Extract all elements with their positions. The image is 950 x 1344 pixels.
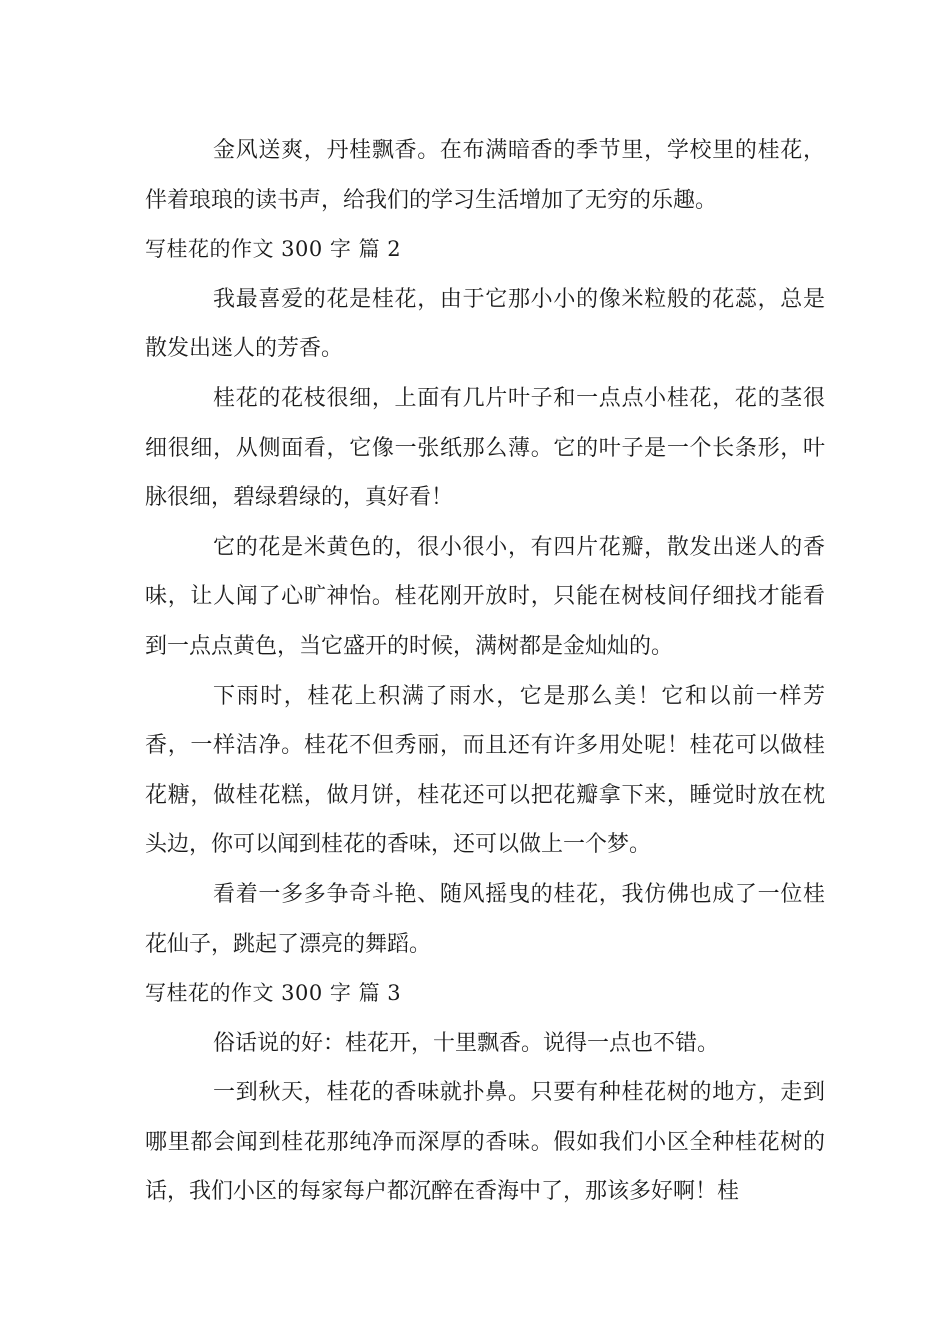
paragraph: 我最喜爱的花是桂花，由于它那小小的像米粒般的花蕊，总是散发出迷人的芳香。 — [145, 286, 825, 362]
paragraph: 俗话说的好：桂花开，十里飘香。说得一点也不错。 — [213, 1030, 720, 1056]
paragraph: 看着一多多争奇斗艳、随风摇曳的桂花，我仿佛也成了一位桂花仙子，跳起了漂亮的舞蹈。 — [145, 881, 825, 957]
paragraph: 下雨时，桂花上积满了雨水，它是那么美！它和以前一样芳香，一样洁净。桂花不但秀丽，而且还有许多用处呢！桂花可以做桂花糖，做桂花糕，做月饼，桂花还可以把花瓣拿下来，睡觉时放在枕头边，你可以闻到桂花的香味，还可以做上一个梦。 — [145, 683, 825, 858]
paragraph: 桂花的花枝很细，上面有几片叶子和一点点小桂花，花的茎很细很细，从侧面看，它像一张纸那么薄。它的叶子是一个长条形，叶脉很细，碧绿碧绿的，真好看！ — [145, 385, 825, 511]
paragraph: 一到秋天，桂花的香味就扑鼻。只要有种桂花树的地方，走到哪里都会闻到桂花那纯净而深厚的香味。假如我们小区全种桂花树的话，我们小区的每家每户都沉醉在香海中了，那该多好啊！桂 — [145, 1080, 825, 1205]
paragraph: 它的花是米黄色的，很小很小，有四片花瓣，散发出迷人的香味，让人闻了心旷神怡。桂花刚开放时，只能在树枝间仔细找才能看到一点点黄色，当它盛开的时候，满树都是金灿灿的。 — [145, 534, 825, 659]
paragraph: 金风送爽，丹桂飘香。在布满暗香的季节里，学校里的桂花，伴着琅琅的读书声，给我们的学习生活增加了无穷的乐趣。 — [145, 138, 825, 213]
section-heading-2: 写桂花的作文 300 字 篇 2 — [145, 237, 402, 262]
document-body — [145, 126, 825, 1217]
section-heading-3: 写桂花的作文 300 字 篇 3 — [145, 981, 402, 1006]
